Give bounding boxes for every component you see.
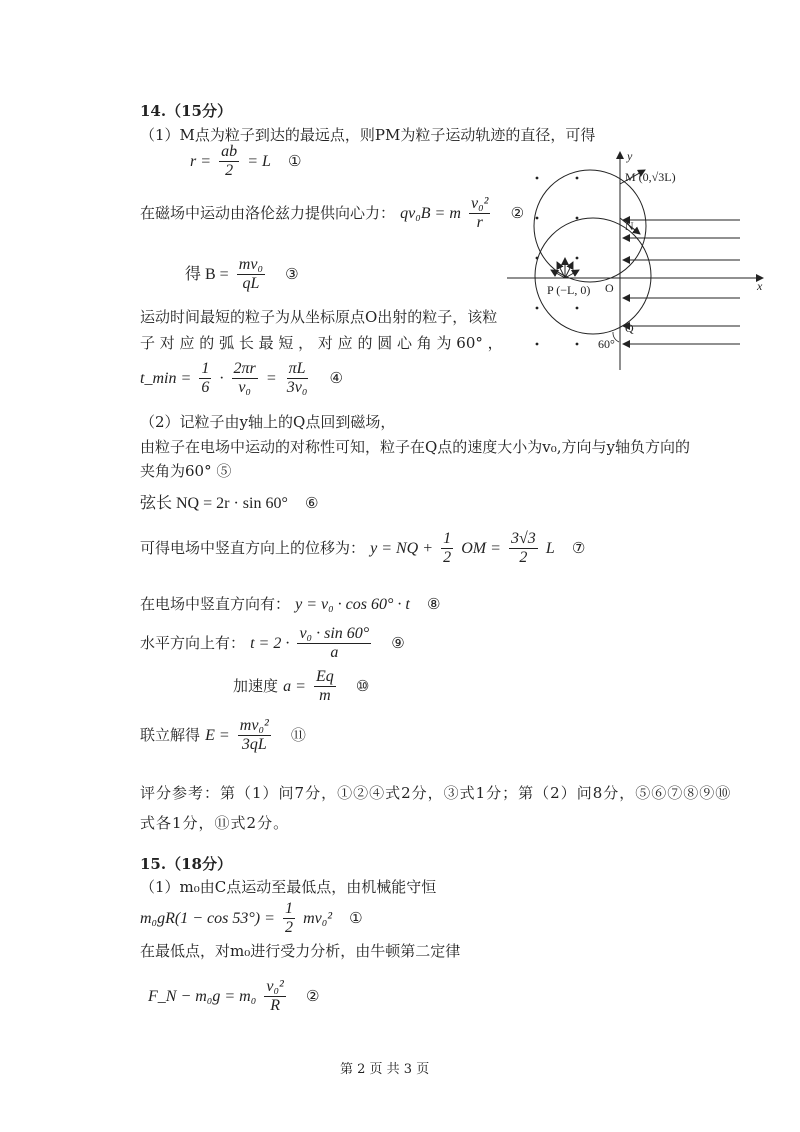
q14-p5: （2）记粒子由y轴上的Q点回到磁场， [140, 413, 396, 431]
label-o: O [605, 281, 614, 295]
q14-eq1-mark: ① [288, 152, 302, 170]
field-dots [536, 177, 579, 346]
q14-eq8 [140, 593, 440, 614]
q15-eq1-den: 2 [284, 919, 293, 936]
q14-eq4-mark: ④ [329, 369, 343, 387]
q14-eq1 [190, 143, 301, 180]
q14-eq9-frac [297, 625, 371, 662]
q14-scoring-line2: 式各1分，⑪式2分。 [140, 814, 290, 832]
q14-scoring-line1: 评分参考：第（1）问7分，①②④式2分，③式1分；第（2）问8分，⑤⑥⑦⑧⑨⑩ [140, 784, 732, 802]
field-lines [623, 220, 740, 344]
q14-p6b: 夹角为60° ⑤ [140, 462, 232, 480]
q14-eq10-lhs: a = [283, 678, 306, 695]
q14-eq1-den: 2 [225, 162, 234, 179]
q14-p4a: 运动时间最短的粒子为从坐标原点O出射的粒子，该粒 [140, 308, 498, 326]
velocity-arrows [551, 258, 579, 278]
q14-p7-text: 可得电场中竖直方向上的位移为： [140, 539, 366, 557]
q15-eq1-num: 1 [284, 900, 293, 917]
label-angle: 60° [598, 337, 615, 351]
q14-eq2 [140, 195, 524, 232]
q14-eq7-f2-den: 2 [519, 549, 528, 566]
q14-eq4-dot: · [219, 370, 224, 387]
q14-eq4-f3-num: πL [288, 360, 306, 377]
q14-eq9-num: v₀ · sin 60° [299, 625, 370, 642]
q14-eq2-mark: ② [510, 204, 525, 222]
q14-eq7-f2-num: 3√3 [511, 530, 536, 547]
q14-eq1-lhs: r = [190, 153, 212, 170]
q14-p11-text: 联立解得 [140, 726, 201, 744]
q14-eq7-rhs: L [545, 540, 555, 557]
q15-eq2-den: R [270, 997, 280, 1014]
q14-p8-text: 在电场中竖直方向有： [140, 595, 291, 613]
q14-p4b: 子 对 应 的 弧 长 最 短 ， 对 应 的 圆 心 角 为 60° ， [140, 334, 503, 352]
q14-eq4-frac1 [199, 360, 211, 397]
q14-eq6-text: 弦长 NQ = 2r · sin 60° [140, 495, 288, 512]
q14-eq7-frac1 [441, 530, 453, 567]
q14-eq7-frac2 [509, 530, 538, 567]
label-n: N [625, 219, 634, 233]
q14-eq10-den: m [319, 687, 331, 704]
q15-eq1-lhs: m₀gR(1 − cos 53°) = [140, 910, 275, 927]
q14-eq4-f3-den: 3v₀ [286, 379, 308, 396]
q14-eq6 [140, 490, 318, 513]
q14-eq4-eq: = [265, 370, 277, 387]
q15-eq1-rhs: mv₀² [303, 910, 333, 927]
q14-eq3 [185, 256, 299, 293]
q14-eq11-den: 3qL [241, 736, 267, 753]
q15-eq2-mark: ② [305, 987, 320, 1005]
q15-eq2 [148, 978, 319, 1015]
q14-eq4-frac3 [285, 360, 310, 397]
q14-eq7-mark: ⑦ [571, 539, 586, 557]
q14-eq4 [140, 360, 343, 397]
q14-eq10-mark: ⑩ [355, 677, 370, 695]
page-footer: 第 2 页 共 3 页 [340, 1062, 430, 1077]
q14-p2-text: 在磁场中运动由洛伦兹力提供向心力： [140, 204, 396, 222]
q14-eq10-num: Eq [316, 668, 334, 685]
q14-eq3-den: qL [242, 275, 260, 292]
q14-eq7-f1-num: 1 [443, 530, 452, 547]
q14-eq7 [140, 530, 585, 567]
label-m: M (0,√3L) [625, 170, 676, 184]
q14-eq11-mark: ⑪ [290, 726, 306, 744]
q14-eq3-num: mv₀ [238, 256, 264, 273]
q14-eq8-mark: ⑧ [426, 595, 441, 613]
q14-eq4-frac2 [232, 360, 258, 397]
q14-eq4-f2-num: 2πr [233, 360, 256, 377]
q14-heading: 14.（15分） [140, 102, 232, 120]
q14-eq2-lhs: qv₀B = m [400, 205, 461, 222]
q14-part1-intro: （1）M点为粒子到达的最远点，则PM为粒子运动轨迹的直径，可得 [140, 126, 596, 144]
q15-part1-intro: （1）m₀由C点运动至最低点，由机械能守恒 [140, 878, 437, 896]
q14-eq11-frac [238, 717, 271, 754]
q14-eq4-lhs: t_min = [140, 370, 192, 387]
q14-p9-text: 水平方向上有： [140, 634, 246, 652]
q14-eq3-frac [237, 256, 265, 293]
q14-eq7-mid: OM = [461, 540, 501, 557]
q14-eq9-mark: ⑨ [391, 634, 405, 652]
label-p: P (−L, 0) [547, 283, 591, 297]
q14-eq11-lhs: E = [205, 727, 230, 744]
q14-eq1-rhs: = L [247, 153, 271, 170]
q14-eq3-lhs: 得 B = [185, 266, 229, 283]
label-q: Q [625, 321, 634, 335]
q14-eq1-num: ab [221, 143, 238, 160]
q15-eq2-frac [264, 978, 285, 1015]
q14-eq10 [233, 668, 369, 705]
q15-eq1-mark: ① [349, 909, 363, 927]
q14-p10-text: 加速度 [233, 677, 279, 695]
q14-eq7-lhs: y = NQ + [370, 540, 434, 557]
y-axis-label: y [627, 149, 633, 163]
q14-eq2-den: r [476, 214, 483, 231]
q14-p6a: 由粒子在电场中运动的对称性可知，粒子在Q点的速度大小为v₀,方向与y轴负方向的 [140, 438, 691, 456]
q14-eq4-f1-den: 6 [201, 379, 210, 396]
q14-eq4-f2-den: v₀ [238, 379, 251, 396]
q14-eq11 [140, 717, 306, 754]
q15-eq1-frac [283, 900, 295, 937]
q14-eq9-den: a [330, 644, 339, 661]
q14-eq7-f1-den: 2 [443, 549, 452, 566]
q15-eq2-num: v₀² [266, 978, 284, 995]
trajectory-figure [505, 148, 775, 370]
q14-eq11-num: mv₀² [239, 717, 269, 734]
q14-eq4-f1-num: 1 [201, 360, 210, 377]
q14-eq9-lhs: t = 2 · [250, 635, 290, 652]
q15-eq1 [140, 900, 363, 937]
x-axis-label: x [757, 279, 763, 293]
trajectory-circle-lower [535, 218, 651, 334]
q15-heading: 15.（18分） [140, 855, 232, 873]
q14-eq10-frac [314, 668, 336, 705]
q14-eq2-num: v₀² [471, 195, 489, 212]
q14-eq3-mark: ③ [285, 265, 299, 283]
q14-eq9 [140, 625, 405, 662]
q14-eq8-text: y = v₀ · cos 60° · t [295, 596, 410, 613]
q15-eq2-lhs: F_N − m₀g = m₀ [148, 988, 257, 1005]
q15-part1-analysis: 在最低点，对m₀进行受力分析，由牛顿第二定律 [140, 942, 461, 960]
q14-eq6-mark: ⑥ [304, 494, 319, 512]
q14-eq2-frac [469, 195, 490, 232]
q14-eq1-frac [219, 143, 239, 180]
